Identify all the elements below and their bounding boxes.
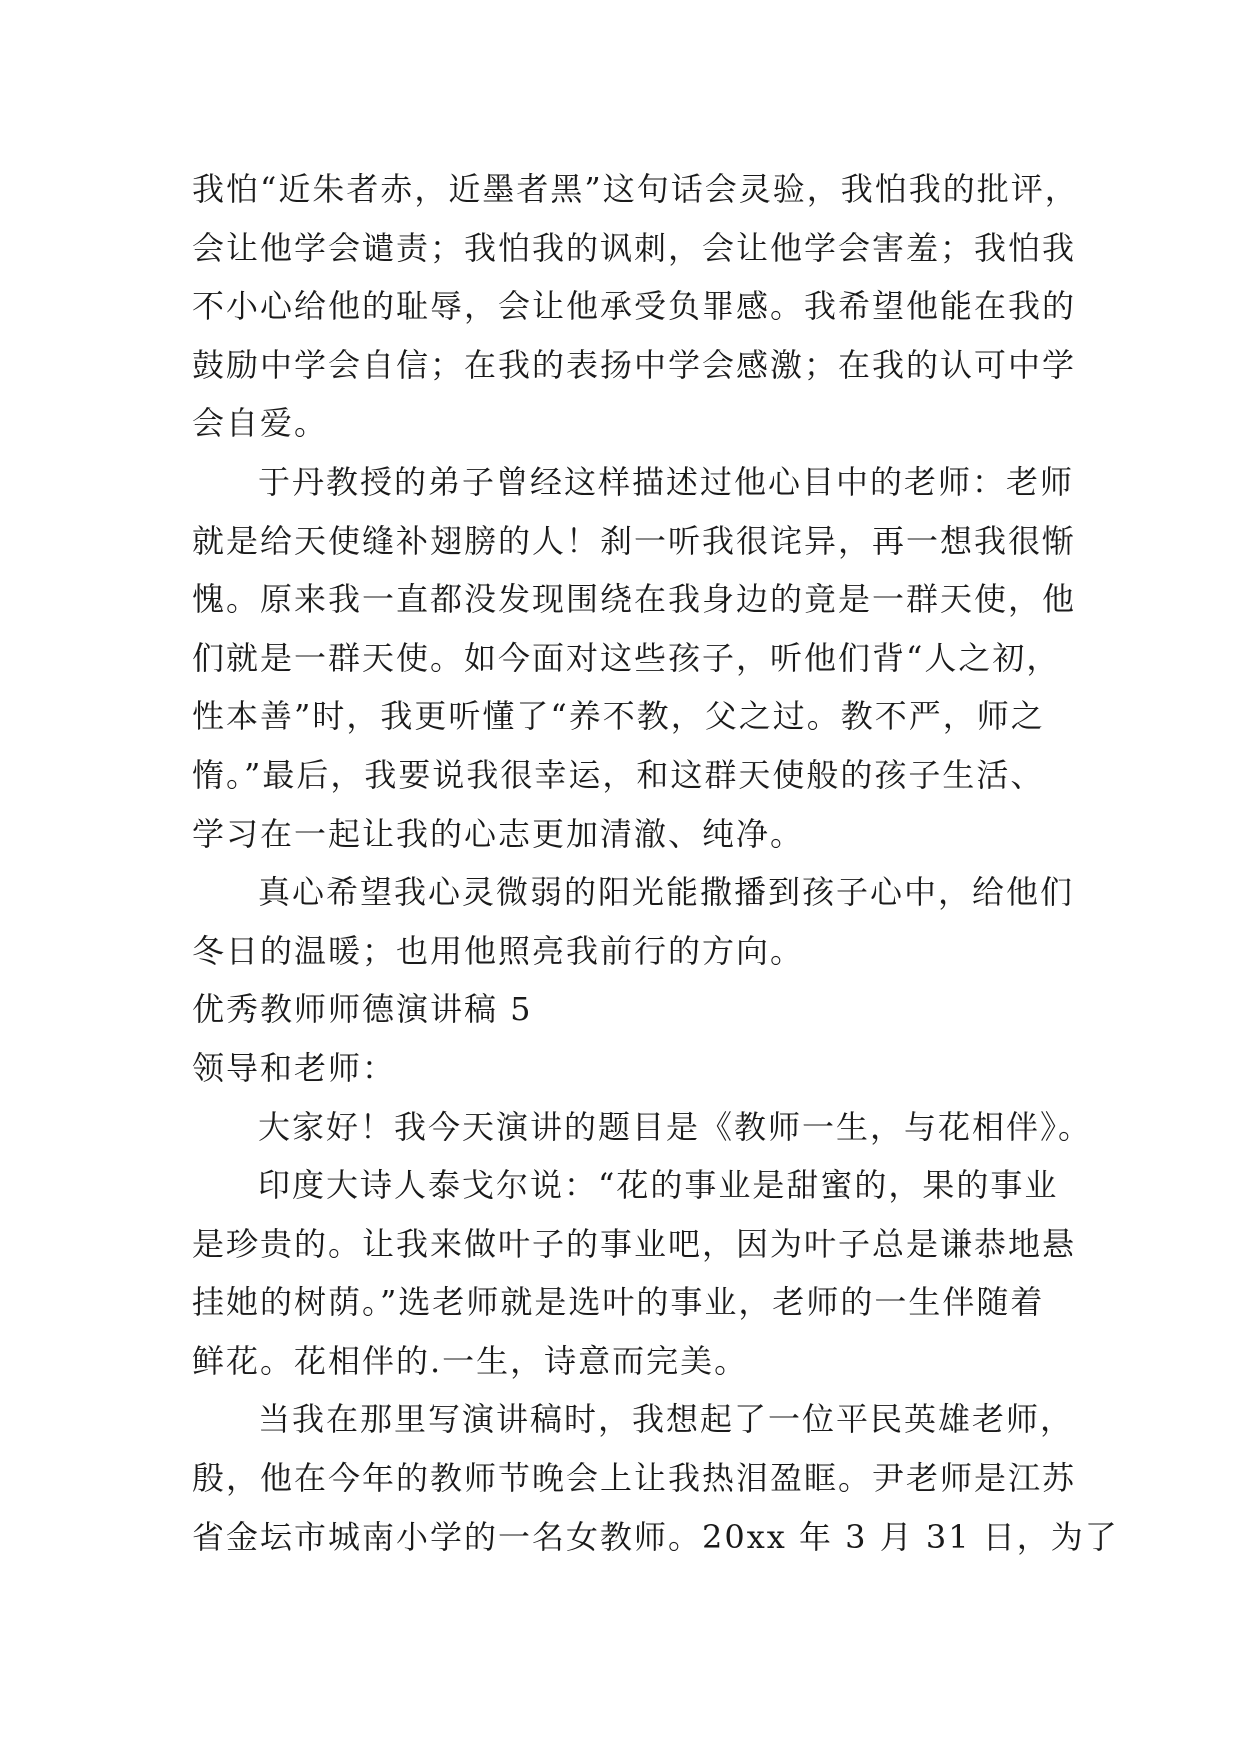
section-heading: 优秀教师师德演讲稿 5 — [192, 990, 533, 1029]
text-line: 惰。”最后，我要说我很幸运，和这群天使般的孩子生活、 — [192, 755, 1045, 794]
text-line: 省金坛市城南小学的一名女教师。20xx 年 3 月 31 日，为了 — [192, 1517, 1119, 1556]
text-line: 我怕“近朱者赤，近墨者黑”这句话会灵验，我怕我的批评， — [192, 170, 1079, 208]
paragraph-first-line: 当我在那里写演讲稿时，我想起了一位平民英雄老师， — [258, 1400, 1075, 1439]
text-line: 愧。原来我一直都没发现围绕在我身边的竟是一群天使，他 — [192, 580, 1077, 619]
text-line: 们就是一群天使。如今面对这些孩子，听他们背“人之初， — [192, 638, 1061, 677]
paragraph-first-line: 于丹教授的弟子曾经这样描述过他心目中的老师：老师 — [258, 462, 1075, 501]
paragraph-first-line: 印度大诗人泰戈尔说：“花的事业是甜蜜的，果的事业 — [258, 1166, 1059, 1205]
text-line: 性本善”时，我更听懂了“养不教，父之过。教不严，师之 — [192, 697, 1045, 736]
text-line: 就是给天使缝补翅膀的人！刹一听我很诧异，再一想我很惭 — [192, 521, 1077, 560]
text-line: 鼓励中学会自信；在我的表扬中学会感激；在我的认可中学 — [192, 345, 1077, 384]
text-line: 不小心给他的耻辱，会让他承受负罪感。我希望他能在我的 — [192, 287, 1077, 326]
text-line: 鲜花。花相伴的.一生，诗意而完美。 — [192, 1341, 749, 1380]
paragraph-first-line: 真心希望我心灵微弱的阳光能撒播到孩子心中，给他们 — [258, 873, 1075, 912]
text-line: 是珍贵的。让我来做叶子的事业吧，因为叶子总是谦恭地悬 — [192, 1224, 1077, 1263]
text-line: 学习在一起让我的心志更加清澈、纯净。 — [192, 814, 805, 853]
text-line: 冬日的温暖；也用他照亮我前行的方向。 — [192, 931, 805, 970]
salutation: 领导和老师： — [192, 1048, 397, 1087]
document-body — [192, 160, 1119, 1566]
text-line: 会自爱。 — [192, 404, 329, 443]
text-line: 殷，他在今年的教师节晚会上让我热泪盈眶。尹老师是江苏 — [192, 1459, 1077, 1498]
text-line: 会让他学会谴责；我怕我的讽刺，会让他学会害羞；我怕我 — [192, 228, 1077, 267]
text-line: 挂她的树荫。”选老师就是选叶的事业，老师的一生伴随着 — [192, 1283, 1045, 1322]
paragraph-first-line: 大家好！我今天演讲的题目是《教师一生，与花相伴》。 — [258, 1107, 1093, 1146]
